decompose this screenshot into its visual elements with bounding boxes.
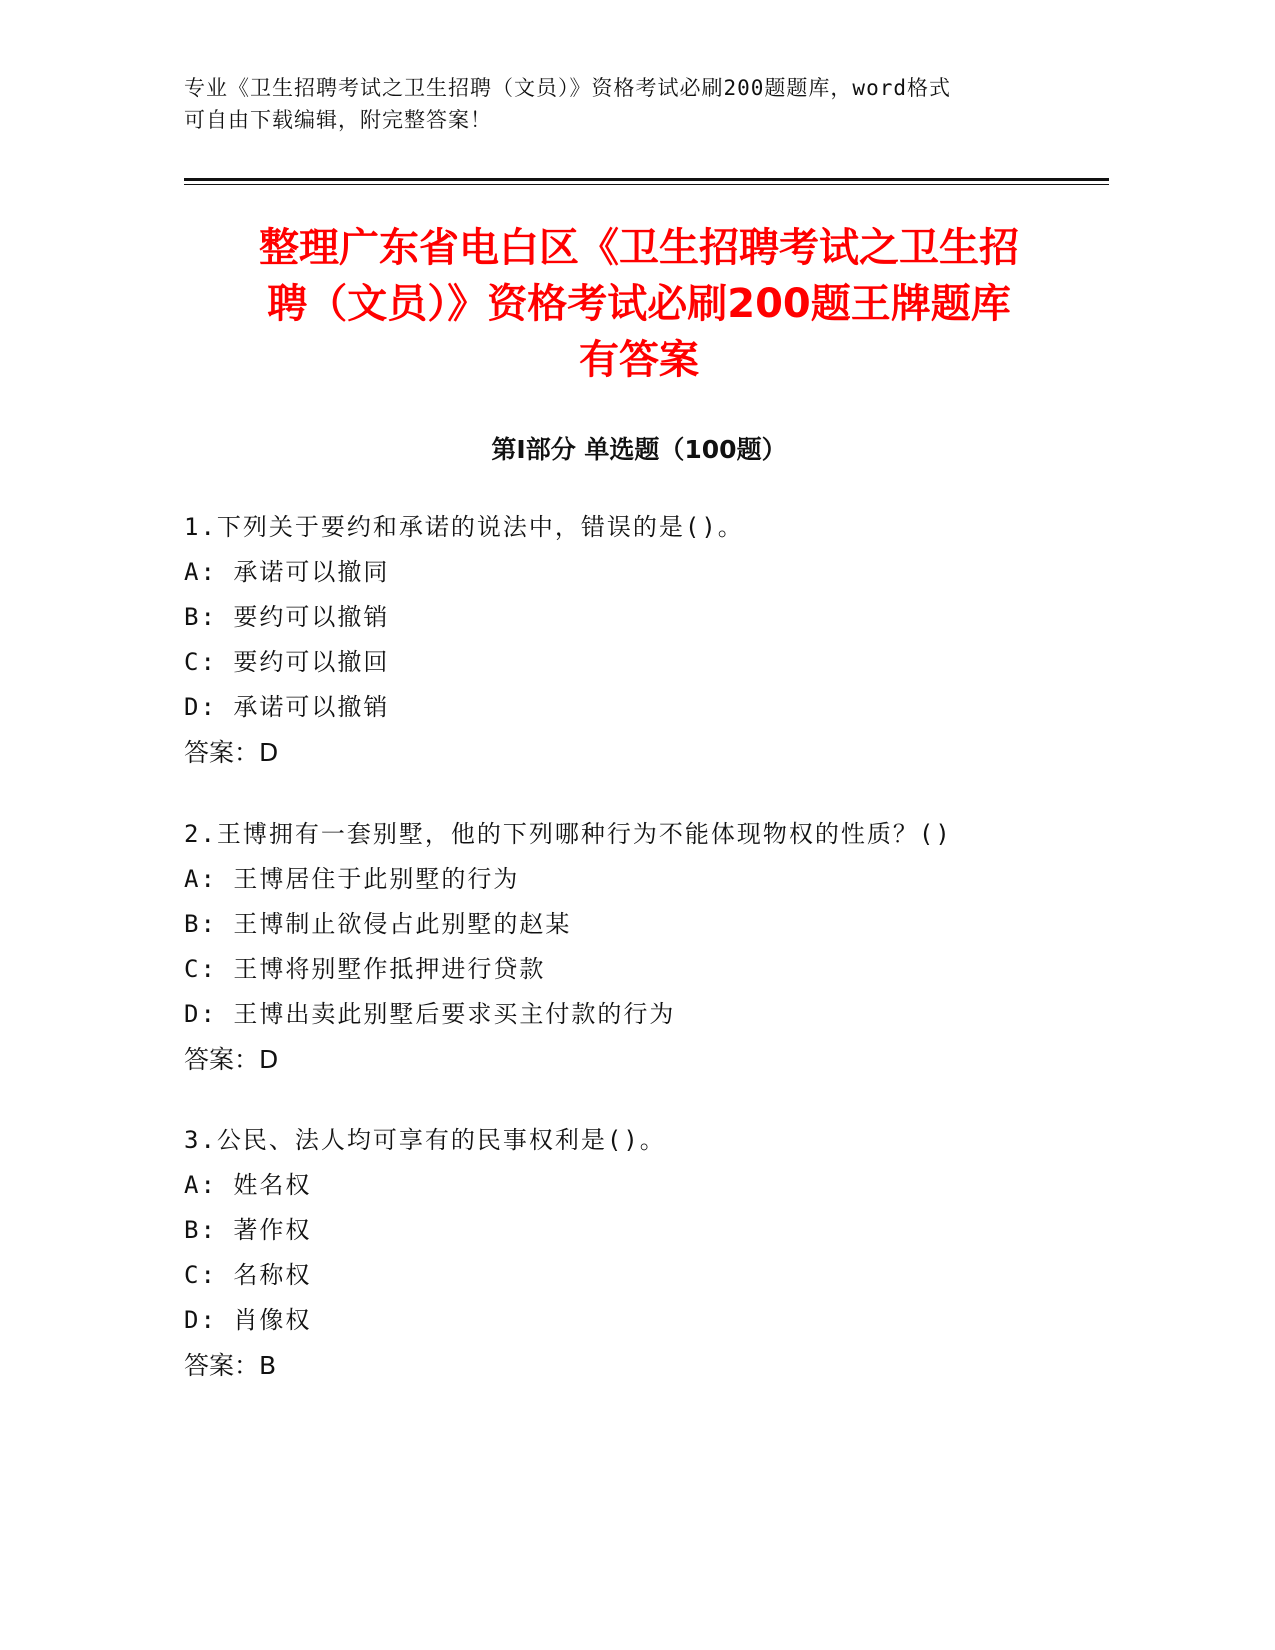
question-3 bbox=[184, 1118, 1104, 1388]
option-d: D: 王博出卖此别墅后要求买主付款的行为 bbox=[184, 1000, 676, 1028]
intro-text bbox=[184, 72, 1084, 136]
title-line-1: 整理广东省电白区《卫生招聘考试之卫生招 bbox=[259, 225, 1019, 271]
option-d: D: 承诺可以撤销 bbox=[184, 693, 390, 721]
intro-line-2: 可自由下载编辑，附完整答案！ bbox=[184, 108, 492, 132]
question-stem: 3.公民、法人均可享有的民事权利是()。 bbox=[184, 1126, 666, 1154]
option-a: A: 姓名权 bbox=[184, 1171, 312, 1199]
option-b: B: 王博制止欲侵占此别墅的赵某 bbox=[184, 910, 572, 938]
header-rule-thin bbox=[184, 184, 1109, 185]
option-d: D: 肖像权 bbox=[184, 1306, 312, 1334]
option-a: A: 承诺可以撤同 bbox=[184, 558, 390, 586]
title-line-3: 有答案 bbox=[579, 337, 699, 383]
option-b: B: 著作权 bbox=[184, 1216, 312, 1244]
answer: 答案：D bbox=[184, 1045, 279, 1074]
option-c: C: 名称权 bbox=[184, 1261, 312, 1289]
question-stem: 2.王博拥有一套别墅，他的下列哪种行为不能体现物权的性质？() bbox=[184, 820, 952, 848]
option-c: C: 要约可以撤回 bbox=[184, 648, 390, 676]
document-title bbox=[184, 220, 1094, 388]
option-b: B: 要约可以撤销 bbox=[184, 603, 390, 631]
question-stem: 1.下列关于要约和承诺的说法中，错误的是()。 bbox=[184, 513, 744, 541]
question-1 bbox=[184, 505, 1104, 775]
intro-line-1: 专业《卫生招聘考试之卫生招聘（文员）》资格考试必刷200题题库，word格式 bbox=[184, 76, 951, 100]
title-line-2: 聘（文员）》资格考试必刷200题王牌题库 bbox=[267, 281, 1011, 327]
answer: 答案：D bbox=[184, 738, 279, 767]
answer: 答案：B bbox=[184, 1351, 277, 1380]
option-a: A: 王博居住于此别墅的行为 bbox=[184, 865, 520, 893]
header-rule-thick bbox=[184, 178, 1109, 181]
question-2 bbox=[184, 812, 1104, 1082]
option-c: C: 王博将别墅作抵押进行贷款 bbox=[184, 955, 546, 983]
section-heading: 第Ⅰ部分 单选题（100题） bbox=[491, 435, 787, 464]
